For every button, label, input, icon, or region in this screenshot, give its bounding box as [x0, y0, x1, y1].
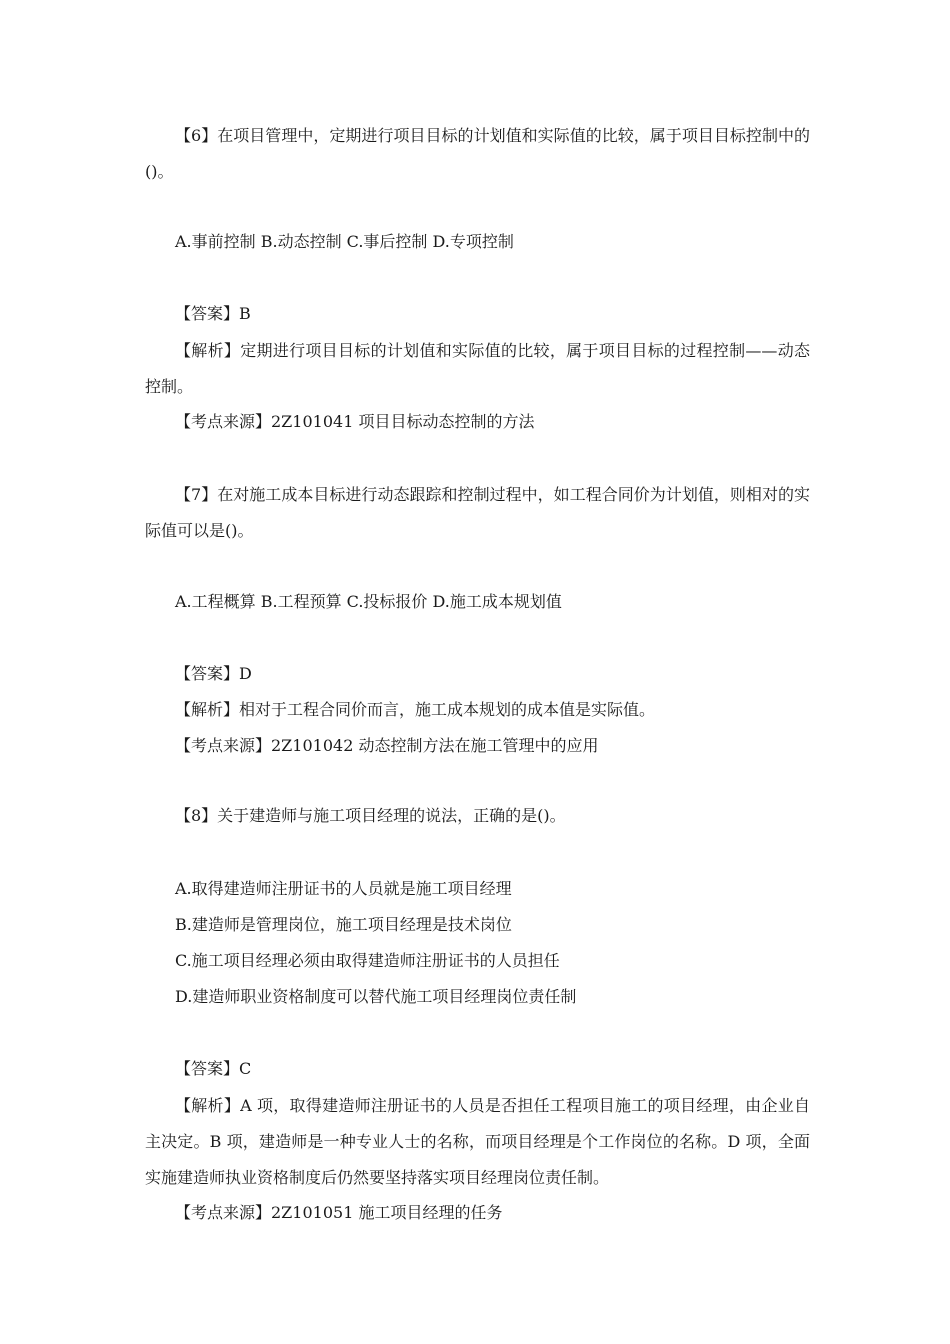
question-6-answer: 【答案】B [175, 304, 251, 323]
question-6-options: A.事前控制 B.动态控制 C.事后控制 D.专项控制 [175, 232, 514, 251]
question-8-stem: 【8】关于建造师与施工项目经理的说法，正确的是()。 [175, 806, 566, 825]
question-7-options: A.工程概算 B.工程预算 C.投标报价 D.施工成本规划值 [175, 592, 562, 611]
question-7-stem: 【7】在对施工成本目标进行动态跟踪和控制过程中，如工程合同价为计划值，则相对的实际值可以是()。 [145, 485, 810, 540]
question-8-option-b: B.建造师是管理岗位，施工项目经理是技术岗位 [175, 915, 512, 934]
question-8-analysis: 【解析】A 项，取得建造师注册证书的人员是否担任工程项目施工的项目经理，由企业自主决定。B 项，建造师是一种专业人士的名称，而项目经理是个工作岗位的名称。D 项，全面实施建造师执业资格制度后仍然要坚持落实项目经理岗位责任制。 [145, 1096, 810, 1187]
question-7-answer: 【答案】D [175, 664, 252, 683]
question-8-answer: 【答案】C [175, 1059, 252, 1078]
question-7-analysis: 【解析】相对于工程合同价而言，施工成本规划的成本值是实际值。 [175, 700, 656, 719]
question-8-option-d: D.建造师职业资格制度可以替代施工项目经理岗位责任制 [175, 987, 577, 1006]
question-8-option-a: A.取得建造师注册证书的人员就是施工项目经理 [175, 879, 512, 898]
question-8-option-c: C.施工项目经理必须由取得建造师注册证书的人员担任 [175, 951, 560, 970]
question-6-analysis: 【解析】定期进行项目目标的计划值和实际值的比较，属于项目目标的过程控制——动态控制。 [145, 341, 810, 396]
question-6-stem: 【6】在项目管理中，定期进行项目目标的计划值和实际值的比较，属于项目目标控制中的()。 [145, 126, 810, 181]
question-7-source: 【考点来源】2Z101042 动态控制方法在施工管理中的应用 [175, 736, 599, 755]
question-6-source: 【考点来源】2Z101041 项目目标动态控制的方法 [175, 412, 535, 431]
question-8-source: 【考点来源】2Z101051 施工项目经理的任务 [175, 1203, 503, 1222]
